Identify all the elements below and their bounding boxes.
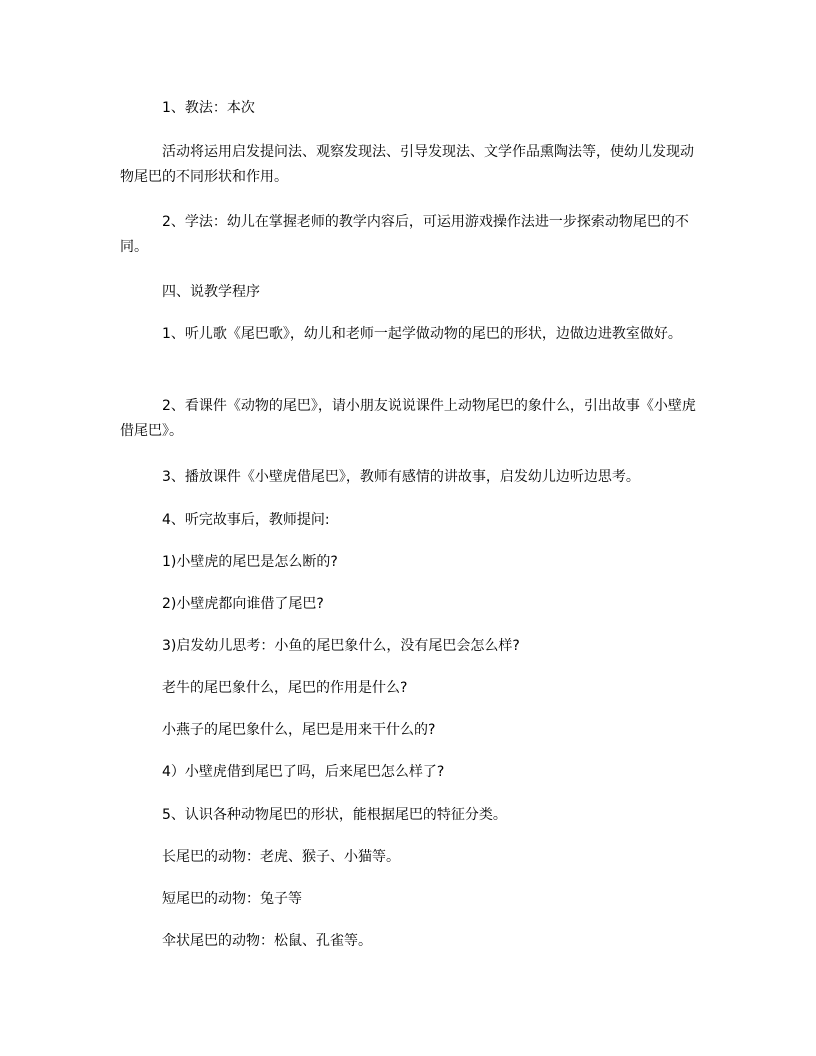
category-long-tail: 长尾巴的动物：老虎、猴子、小猫等。 bbox=[162, 849, 400, 865]
paragraph-step-1: 1、听儿歌《尾巴歌》，幼儿和老师一起学做动物的尾巴的形状，边做边进教室做好。 bbox=[162, 326, 682, 342]
question-2: 2)小壁虎都向谁借了尾巴? bbox=[162, 596, 324, 612]
paragraph-learning-method: 2、学法：幼儿在掌握老师的教学内容后，可运用游戏操作法进一步探索动物尾巴的不同。 bbox=[120, 214, 689, 255]
question-3-ox: 老牛的尾巴象什么，尾巴的作用是什么? bbox=[162, 680, 408, 696]
category-umbrella-tail: 伞状尾巴的动物：松鼠、孔雀等。 bbox=[162, 933, 372, 949]
question-1: 1)小壁虎的尾巴是怎么断的? bbox=[162, 554, 338, 570]
paragraph-step-3: 3、播放课件《小壁虎借尾巴》，教师有感情的讲故事，启发幼儿边听边思考。 bbox=[162, 469, 640, 485]
paragraph-teaching-method: 1、教法：本次 bbox=[162, 100, 255, 116]
question-3: 3)启发幼儿思考：小鱼的尾巴象什么，没有尾巴会怎么样? bbox=[162, 638, 520, 654]
question-4: 4）小壁虎借到尾巴了吗，后来尾巴怎么样了? bbox=[162, 764, 445, 780]
question-3-swallow: 小燕子的尾巴象什么，尾巴是用来干什么的? bbox=[162, 722, 436, 738]
paragraph-step-4: 4、听完故事后，教师提问: bbox=[162, 512, 330, 528]
section-heading-teaching-procedure: 四、说教学程序 bbox=[162, 284, 260, 300]
paragraph-step-2: 2、看课件《动物的尾巴》，请小朋友说说课件上动物尾巴的象什么，引出故事《小壁虎借尾巴》。 bbox=[120, 398, 696, 439]
paragraph-step-5: 5、认识各种动物尾巴的形状，能根据尾巴的特征分类。 bbox=[162, 807, 507, 823]
paragraph-activity-methods: 活动将运用启发提问法、观察发现法、引导发现法、文学作品熏陶法等，使幼儿发现动物尾巴的不同形状和作用。 bbox=[120, 144, 694, 185]
category-short-tail: 短尾巴的动物：兔子等 bbox=[162, 891, 302, 907]
